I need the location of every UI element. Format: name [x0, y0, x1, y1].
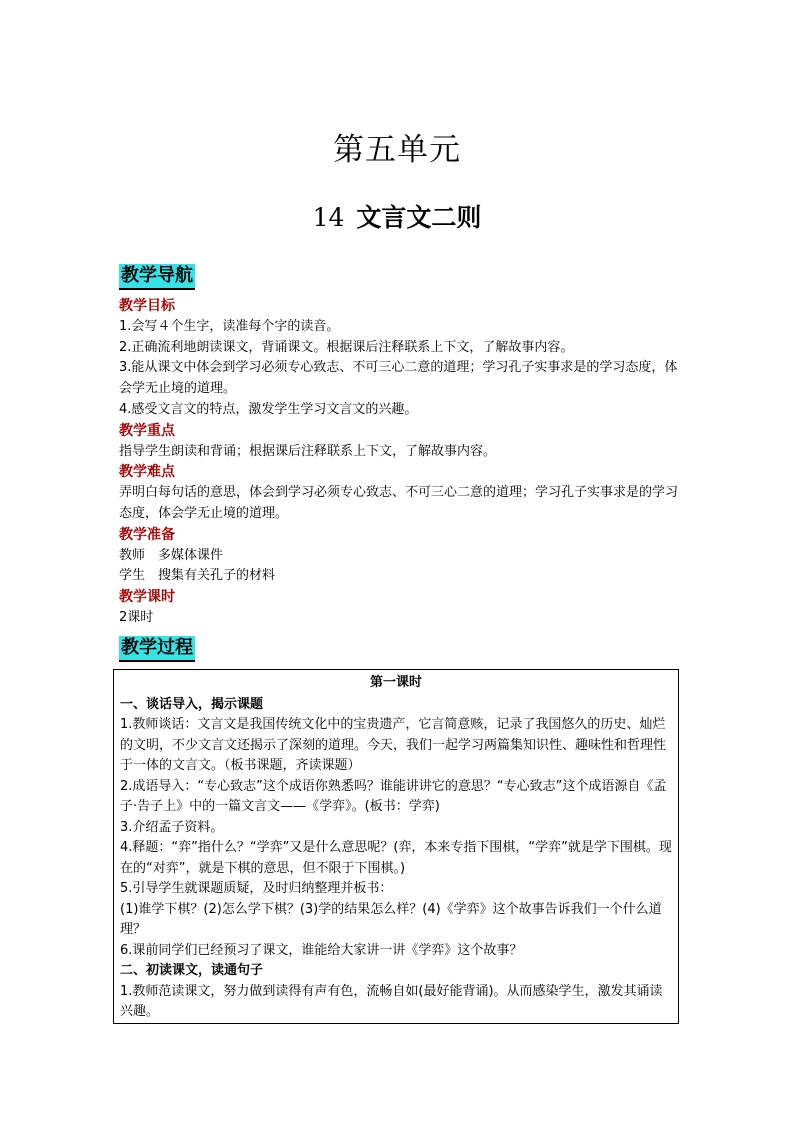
objectives-heading: 教学目标: [119, 298, 175, 314]
key-points-heading: 教学重点: [119, 422, 175, 439]
preparation-student: 学生 搜集有关孔子的材料: [119, 568, 276, 584]
process-paragraph: 3.介绍孟子资料。: [120, 819, 224, 835]
teaching-process-tag: 教学过程: [119, 636, 195, 662]
process-paragraph: 4.释题：“弈”指什么？“学弈”又是什么意思呢？(弈，本来专指下围棋，“学弈”就是学下围棋。现在的“对弈”，就是下棋的意思，但不限于下围棋。): [120, 840, 672, 876]
process-paragraph: 1.教师谈话：文言文是我国传统文化中的宝贵遗产，它言简意赅，记录了我国悠久的历史、灿烂的文明，不少文言文还揭示了深刻的道理。今天，我们一起学习两篇集知识性、趣味性和哲理性于一体的文言文。（板书课题，齐读课题）: [120, 717, 667, 773]
process-paragraph: 6.课前同学们已经预习了课文，谁能给大家讲一讲《学弈》这个故事？: [120, 942, 523, 958]
section-heading: 一、谈话导入，揭示课题: [120, 696, 264, 712]
process-paragraph: 1.教师范读课文，努力做到读得有声有色，流畅自如(最好能背诵)。从而感染学生，激发其诵读兴趣。: [120, 983, 663, 1019]
difficulties-text: 弄明白每句话的意思，体会到学习必须专心致志、不可三心二意的道理；学习孔子实事求是的学习态度，体会学无止境的道理。: [119, 485, 679, 521]
key-points-text: 指导学生朗读和背诵；根据课后注释联系上下文，了解故事内容。: [119, 443, 497, 459]
difficulties-heading: 教学难点: [119, 464, 175, 481]
process-paragraph: (1)谁学下棋？(2)怎么学下棋？(3)学的结果怎么样？(4)《学弈》这个故事告诉我们一个什么道理？: [120, 901, 662, 937]
hours-text: 2课时: [119, 609, 154, 625]
teaching-nav-content: [119, 296, 679, 629]
lesson-title: [0, 198, 794, 234]
lesson-label: 第一课时: [369, 675, 422, 690]
preparation-heading: 教学准备: [119, 526, 175, 543]
process-paragraph: 5.引导学生就课题质疑，及时归纳整理并板书：: [120, 881, 393, 896]
teaching-nav-tag: 教学导航: [119, 264, 195, 290]
process-box: [113, 669, 679, 1024]
lesson-number: 14: [312, 203, 345, 232]
objective-item: 1.会写４个生字，读准每个字的读音。: [119, 318, 340, 334]
objective-item: 2.正确流利地朗读课文，背诵课文。根据课后注释联系上下文，了解故事内容。: [119, 339, 574, 355]
hours-heading: 教学课时: [119, 589, 175, 606]
process-paragraph: 2.成语导入：“专心致志”这个成语你熟悉吗？谁能讲讲它的意思？“专心致志”这个成语源自《孟子·告子上》中的一篇文言文——《学弈》。(板书：学弈): [120, 778, 667, 814]
unit-title: 第五单元: [333, 132, 461, 168]
objective-item: 3.能从课文中体会到学习必须专心致志、不可三心二意的道理；学习孔子实事求是的学习态度，体会学无止境的道理。: [119, 360, 678, 397]
section-heading: 二、初读课文，读通句子: [120, 963, 264, 978]
objective-item: 4.感受文言文的特点，激发学生学习文言文的兴趣。: [119, 401, 418, 417]
lesson-title-text: 文言文二则: [356, 203, 482, 232]
preparation-teacher: 教师 多媒体课件: [119, 547, 224, 563]
